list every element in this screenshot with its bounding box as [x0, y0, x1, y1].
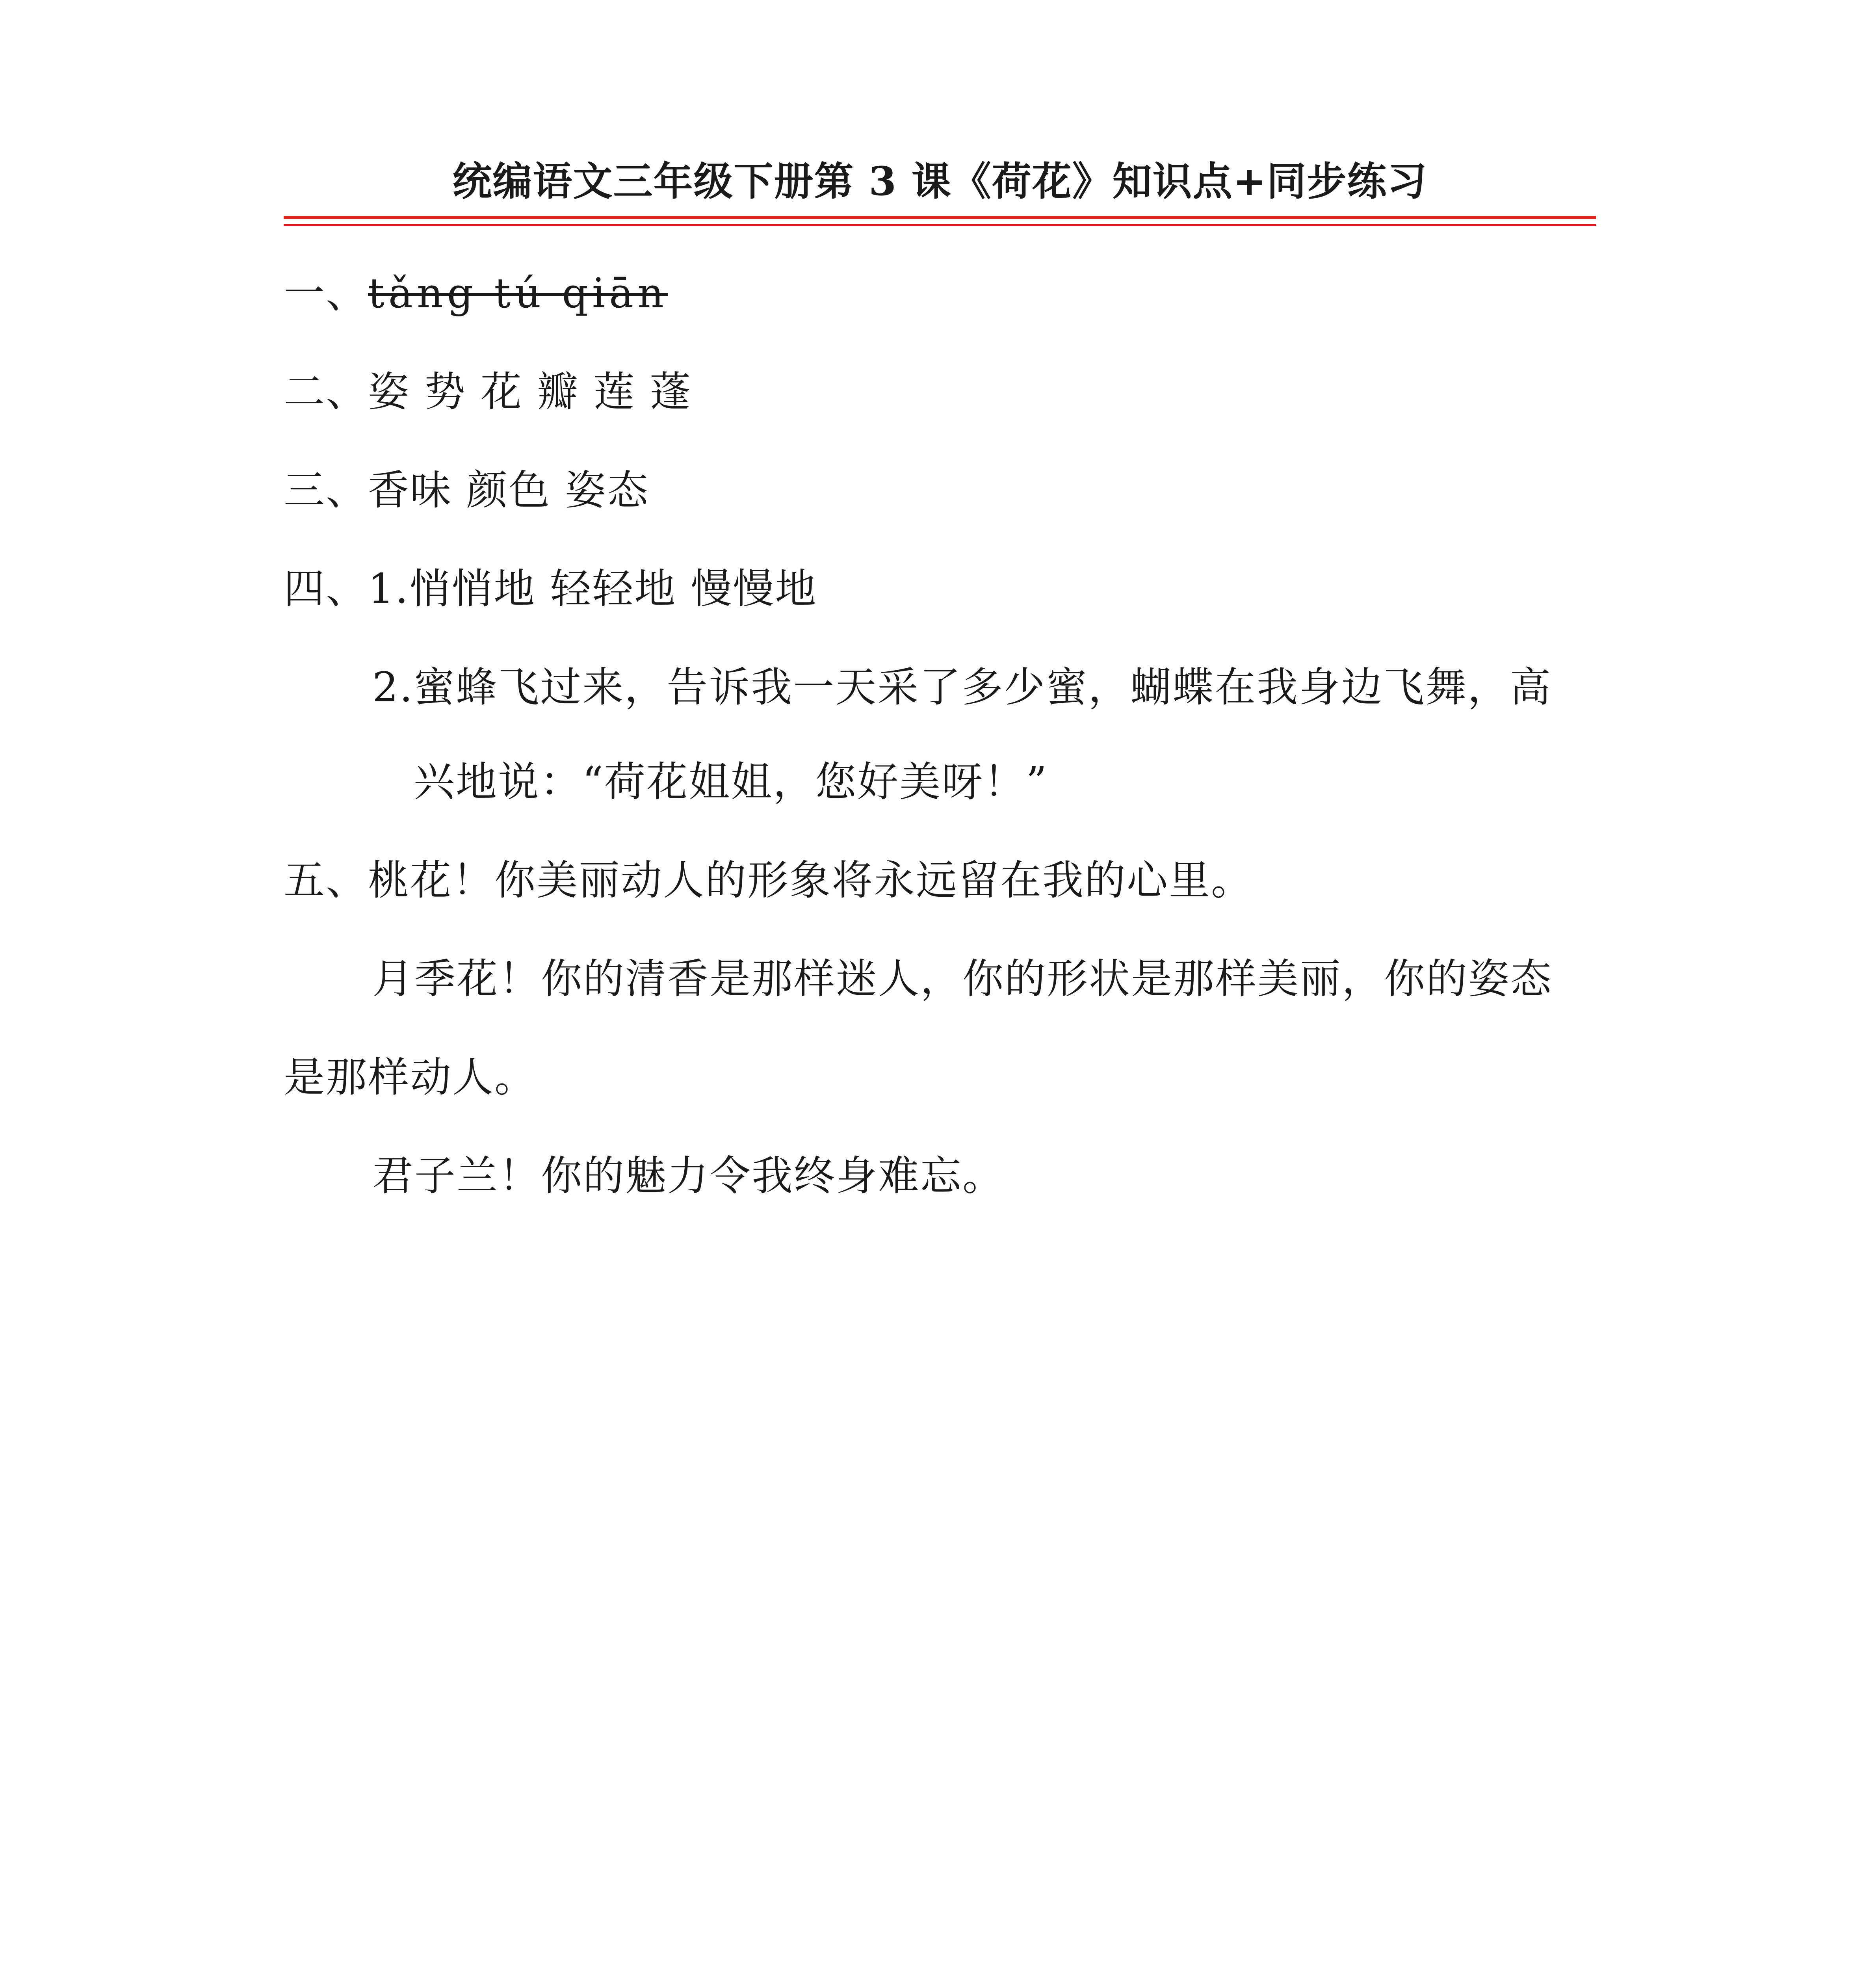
answer-5-2-line1: 月季花！你的清香是那样迷人，你的形状是那样美丽，你的姿态	[372, 955, 1553, 1003]
answer-1	[284, 260, 668, 319]
title-rule-thick	[284, 216, 1596, 219]
answer-1-label: 一、	[284, 269, 368, 317]
answer-2: 二、姿 势 花 瓣 莲 蓬	[284, 368, 692, 416]
answer-3: 三、香味 颜色 姿态	[284, 466, 650, 514]
answer-1-pinyin: tǎng tú qiān	[368, 269, 668, 317]
title-rule-thin	[284, 224, 1596, 226]
answer-5-2-line2: 是那样动人。	[284, 1053, 537, 1101]
page-title: 统编语文三年级下册第 3 课《荷花》知识点+同步练习	[452, 158, 1428, 204]
answer-5-1: 五、桃花！你美丽动人的形象将永远留在我的心里。	[284, 856, 1254, 904]
answer-4-2-line2: 兴地说：“荷花姐姐，您好美呀！”	[414, 758, 1048, 806]
answer-4-1: 四、1.悄悄地 轻轻地 慢慢地	[284, 565, 817, 613]
answer-4-2-line1: 2.蜜蜂飞过来，告诉我一天采了多少蜜，蝴蝶在我身边飞舞，高	[372, 663, 1552, 711]
answer-5-3: 君子兰！你的魅力令我终身难忘。	[372, 1152, 1005, 1200]
